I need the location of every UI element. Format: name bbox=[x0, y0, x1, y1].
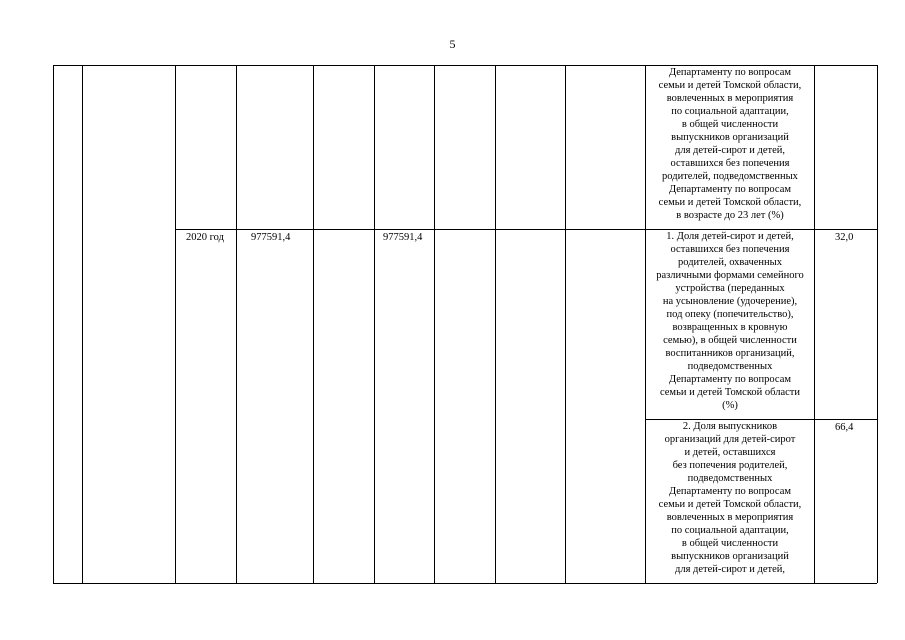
column-border-2 bbox=[175, 65, 176, 583]
indicator-text-1: 1. Доля детей-сирот и детей, оставшихся без попечения родителей, охваченных различными формами семейного устройства (переданных на усыновление (удочерение), под опеку (попечительство), возвращенных в кровную семью), в общей численности воспитанников организаций, подведомственных Департаменту по вопросам семьи и детей Томской области (%) bbox=[656, 231, 804, 411]
column-border-6 bbox=[434, 65, 435, 583]
column-border-10 bbox=[814, 65, 815, 583]
column-border-3 bbox=[236, 65, 237, 583]
indicator-text-2: 2. Доля выпускников организаций для детей-сирот и детей, оставшихся без попечения родителей, подведомственных Департаменту по вопросам семьи и детей Томской области, вовлеченных в мероприятия по социальной адаптации, в общей численности выпускников организаций для детей-сирот и детей, bbox=[658, 421, 802, 575]
page-number: 5 bbox=[449, 37, 456, 51]
total-cell: 977591,4 bbox=[251, 232, 291, 243]
column-border-7 bbox=[495, 65, 496, 583]
column-border-11 bbox=[877, 65, 878, 583]
column-border-0 bbox=[53, 65, 54, 583]
column-border-4 bbox=[313, 65, 314, 583]
indicator-text-row1: Департаменту по вопросам семьи и детей Томской области, вовлеченных в мероприятия по социальной адаптации, в общей численности выпускников организаций для детей-сирот и детей, оставшихся без попечения родителей, подведомственных Департаменту по вопросам семьи и детей Томской области, в возрасте до 23 лет (%) bbox=[658, 67, 802, 221]
year-cell: 2020 год bbox=[186, 232, 224, 243]
indicator-value-1: 32,0 bbox=[835, 232, 854, 243]
indicator-value-2: 66,4 bbox=[835, 422, 854, 433]
column-border-5 bbox=[374, 65, 375, 583]
column-border-1 bbox=[82, 65, 83, 583]
column-border-8 bbox=[565, 65, 566, 583]
table-bottom-border bbox=[53, 583, 877, 584]
regional-budget-cell: 977591,4 bbox=[383, 232, 423, 243]
